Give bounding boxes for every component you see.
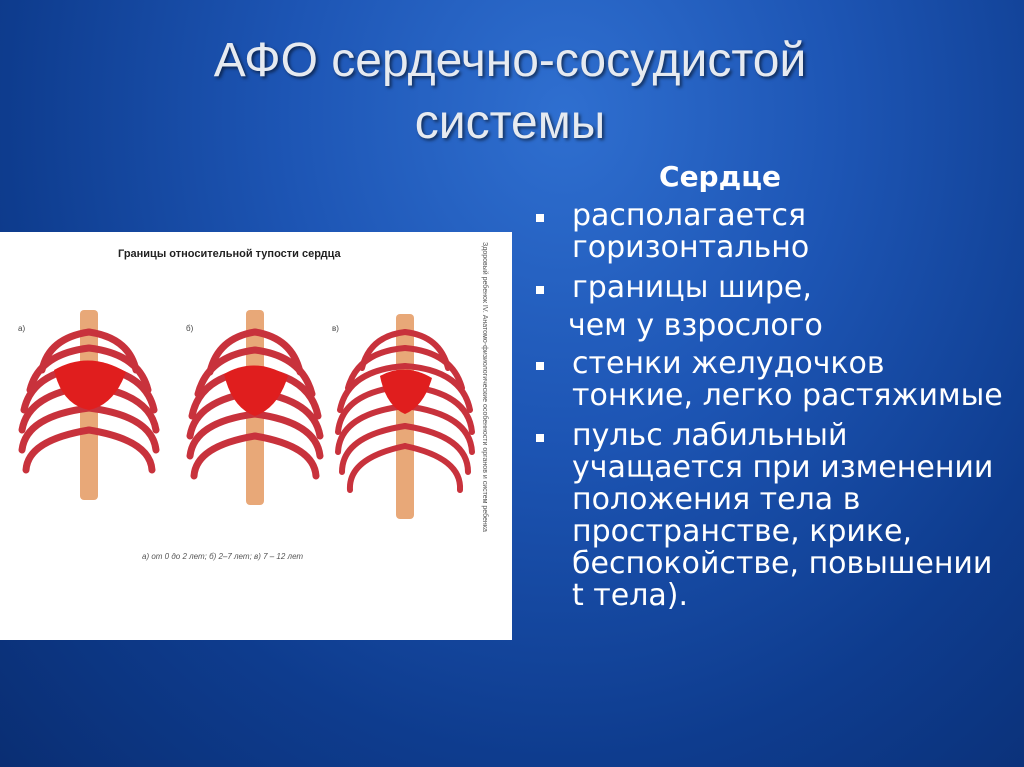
section-heading: Сердце (659, 160, 781, 193)
bullet-text: стенки желудочков тонкие, легко растяжимые (572, 346, 1003, 413)
bullet-item (532, 272, 1012, 304)
rib-cage-illustration-a (14, 310, 164, 510)
bullet-continuation (532, 310, 1012, 342)
figure-panel (0, 232, 512, 640)
rib-cage-illustration-b (180, 310, 330, 510)
bullet-square-icon (536, 214, 544, 222)
slide-title: АФО сердечно-сосудистой системы (213, 34, 807, 149)
bullet-item (532, 348, 1012, 412)
bullet-square-icon (536, 434, 544, 442)
bullet-square-icon (536, 362, 544, 370)
bullet-item (532, 420, 1012, 612)
bullet-item (532, 200, 1012, 264)
bullet-text: чем у взрослого (568, 308, 823, 343)
bullet-text: границы шире, (572, 270, 812, 305)
figure-label-c: в) (332, 324, 339, 333)
bullet-list (532, 200, 1012, 620)
bullet-text: пульс лабильный учащается при изменении положения тела в пространстве, крике, беспокойстве, повышении t тела). (572, 418, 994, 613)
figure-label-b: б) (186, 324, 194, 333)
figure-side-caption: Здоровый ребенок IV. Анатомо-физиологические особенности органов и систем ребенка (481, 242, 488, 532)
figure-caption: а) от 0 до 2 лет; б) 2–7 лет; в) 7 – 12 лет (142, 552, 304, 561)
bullet-text: располагается горизонтально (572, 198, 810, 265)
rib-cage-illustration-c (330, 314, 480, 524)
bullet-square-icon (536, 286, 544, 294)
figure-title: Границы относительной тупости сердца (118, 248, 341, 260)
figure-label-a: а) (18, 324, 26, 333)
